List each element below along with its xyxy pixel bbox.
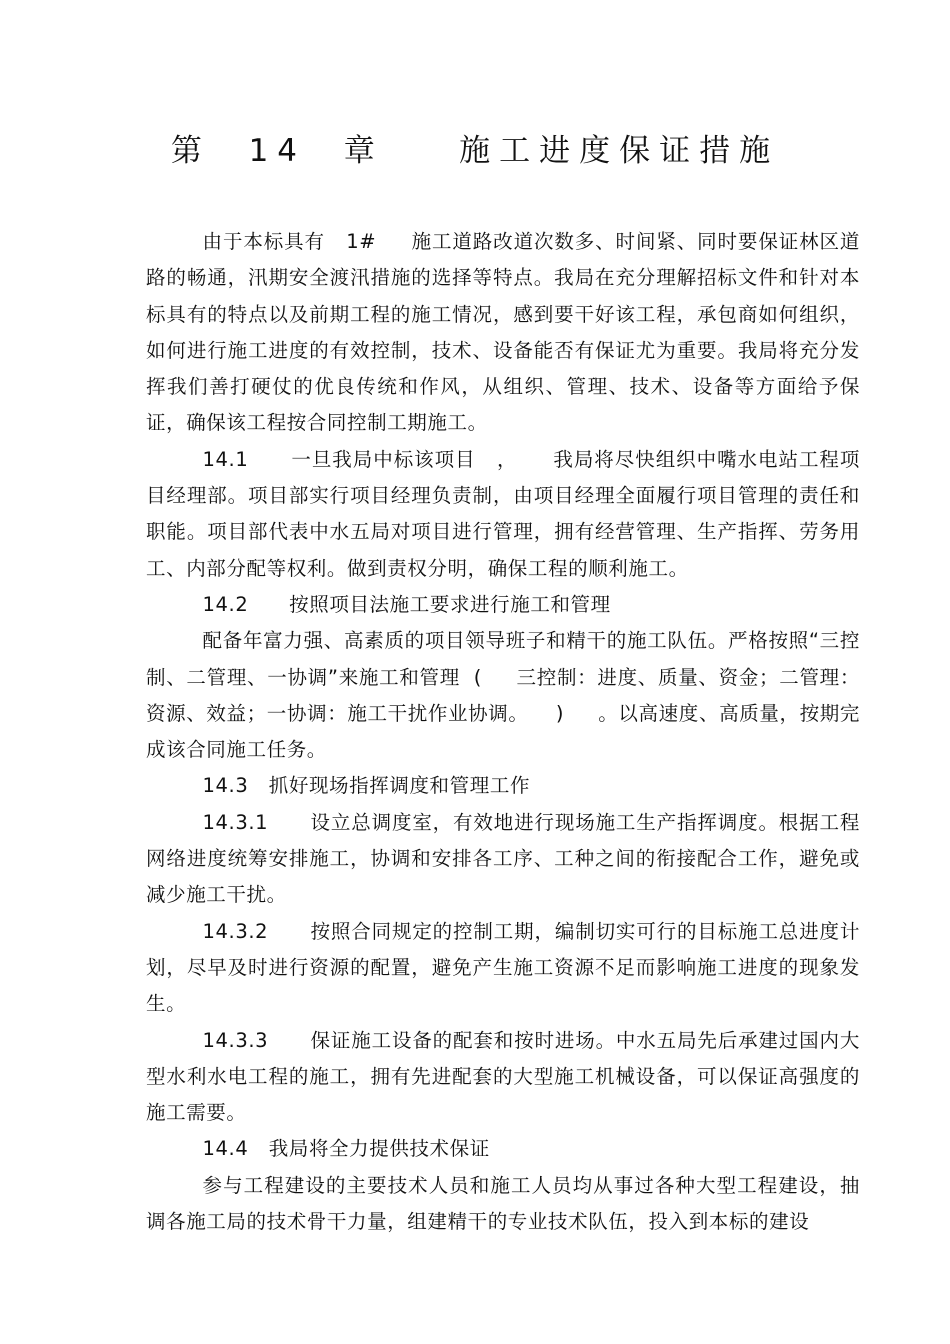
paragraph-14-4-body: 参与工程建设的主要技术人员和施工人员均从事过各种大型工程建设，抽调各施工局的技术骨干力量，组建精干的专业技术队伍，投入到本标的建设 — [146, 1173, 860, 1234]
heading-14-4: 14.4 我局将全力提供技术保证 — [202, 1137, 490, 1161]
heading-14-3: 14.3 抓好现场指挥调度和管理工作 — [202, 774, 531, 798]
chapter-title: 第 14 章 施工进度保证措施 — [170, 133, 780, 169]
paragraph-14-3-2: 14.3.2 按照合同规定的控制工期，编制切实可行的目标施工总进度计划，尽早及时进行资源的配置，避免产生施工资源不足而影响施工进度的现象发生。 — [146, 919, 860, 1016]
paragraph-intro: 由于本标具有 1# 施工道路改道次数多、时间紧、同时要保证林区道路的畅通，汛期安全渡汛措施的选择等特点。我局在充分理解招标文件和针对本标具有的特点以及前期工程的施工情况，感到要干好该工程，承包商如何组织，如何进行施工进度的有效控制，技术、设备能否有保证尤为重要。我局将充分发挥我们善打硬仗的优良传统和作风，从组织、管理、技术、设备等方面给予保证，确保该工程按合同控制工期施工。 — [146, 230, 860, 435]
paragraph-14-1: 14.1 一旦我局中标该项目 ， 我局将尽快组织中嘴水电站工程项目经理部。项目部实行项目经理负责制，由项目经理全面履行项目管理的责任和职能。项目部代表中水五局对项目进行管理，拥有经营管理、生产指挥、劳务用工、内部分配等权利。做到责权分明，确保工程的顺利施工。 — [146, 447, 860, 580]
paragraph-14-3-3: 14.3.3 保证施工设备的配套和按时进场。中水五局先后承建过国内大型水利水电工程的施工，拥有先进配套的大型施工机械设备，可以保证高强度的施工需要。 — [146, 1028, 860, 1125]
paragraph-14-2-body: 配备年富力强、高素质的项目领导班子和精干的施工队伍。严格按照“三控制、二管理、一协调”来施工和管理 ( 三控制：进度、质量、资金；二管理：资源、效益；一协调：施工干扰作业协调。 ) 。以高速度、高质量，按期完成该合同施工任务。 — [146, 629, 860, 762]
paragraph-14-3-1: 14.3.1 设立总调度室，有效地进行现场施工生产指挥调度。根据工程网络进度统筹安排施工，协调和安排各工序、工种之间的衔接配合工作，避免或减少施工干扰。 — [146, 810, 860, 907]
heading-14-2: 14.2 按照项目法施工要求进行施工和管理 — [202, 592, 611, 616]
document-body — [146, 224, 860, 1240]
